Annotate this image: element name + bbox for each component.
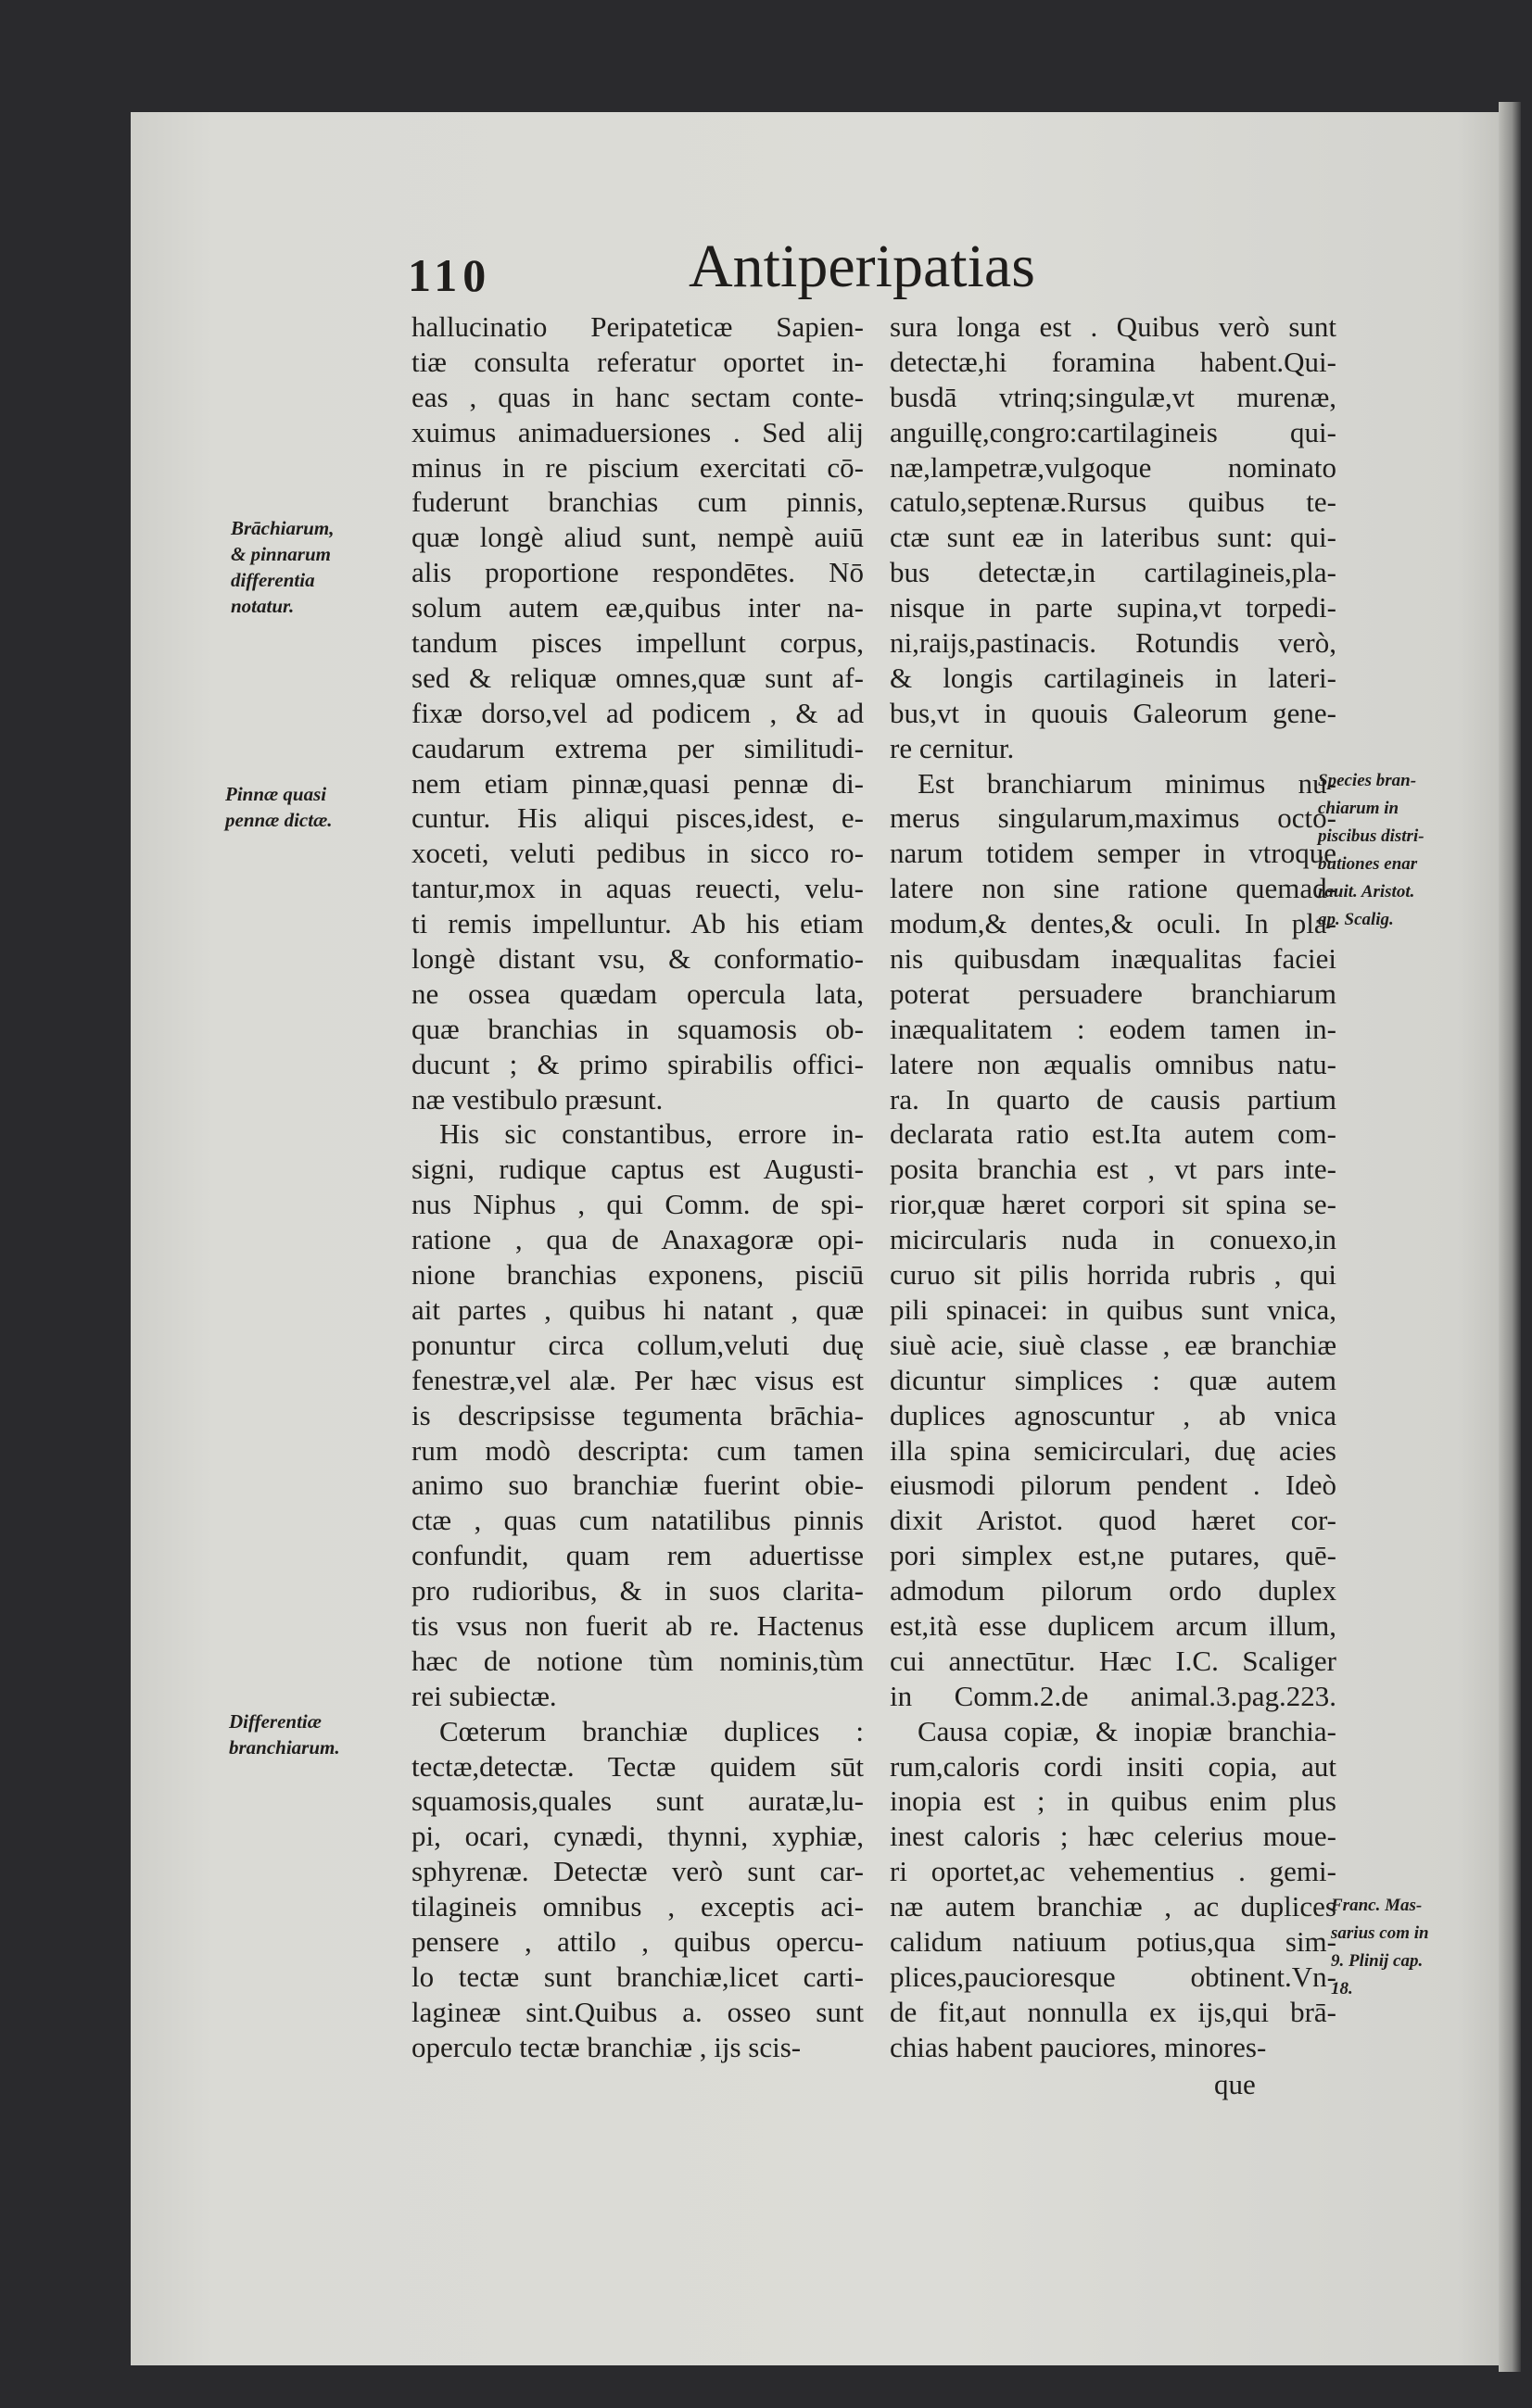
margin-note-line: differentia <box>231 569 315 591</box>
text-line: alis proportione respondētes. Nō <box>411 556 864 589</box>
text-line: sed & reliquæ omnes,quæ sunt af- <box>411 661 864 694</box>
text-line: de fit,aut nonnulla ex ijs,qui brā- <box>890 1995 1336 2028</box>
text-line: siuè acie, siuè classe , eæ branchiæ <box>890 1328 1336 1361</box>
text-line: nus Niphus , qui Comm. de spi- <box>411 1188 864 1221</box>
text-line: bus detectæ,in cartilagineis,pla- <box>890 556 1336 589</box>
text-line: tandum pisces impellunt corpus, <box>411 626 864 660</box>
text-line: declarata ratio est.Ita autem com- <box>890 1117 1336 1151</box>
text-line: quæ branchias in squamosis ob- <box>411 1012 864 1045</box>
text-line: inopia est ; in quibus enim plus <box>890 1784 1336 1818</box>
text-line: pori simplex est,ne putares, quē- <box>890 1539 1336 1572</box>
text-line: operculo tectæ branchiæ , ijs scis- <box>411 2030 802 2063</box>
text-line: cui annectūtur. Hæc I.C. Scaliger <box>890 1644 1336 1677</box>
text-line: hæc de notione tùm nominis,tùm <box>411 1644 864 1677</box>
margin-note-line: chiarum in <box>1318 799 1399 818</box>
page-edge <box>1499 102 1521 2372</box>
text-line: plices,paucioresque obtinent.Vn- <box>890 1960 1336 1993</box>
text-line: Cœterum branchiæ duplices : <box>439 1714 864 1747</box>
text-line: animo suo branchiæ fuerint obie- <box>411 1469 864 1502</box>
text-line: pi, ocari, cynædi, thynni, xyphiæ, <box>411 1820 864 1853</box>
text-line: busdā vtrinq;singulæ,vt murenæ, <box>890 380 1336 413</box>
text-line: ni,raijs,pastinacis. Rotundis verò, <box>890 626 1336 660</box>
text-line: næ autem branchiæ , ac duplices <box>890 1890 1336 1923</box>
text-line: cuntur. His aliqui pisces,idest, e- <box>411 801 864 835</box>
text-line: chias habent pauciores, minores- <box>890 2030 1267 2063</box>
margin-note-species <box>1318 767 1424 934</box>
margin-note-line: Differentiæ <box>229 1710 322 1733</box>
text-line: tectæ,detectæ. Tectæ quidem sūt <box>411 1749 864 1783</box>
margin-note-line: Brāchiarum, <box>231 517 335 539</box>
text-line: næ,lampetræ,vulgoque nominato <box>890 450 1336 484</box>
margin-note-line: butiones enar <box>1318 854 1418 874</box>
margin-note-line: branchiarum. <box>229 1736 340 1759</box>
text-line: quæ longè aliud sunt, nempè auiū <box>411 521 864 554</box>
text-line: næ vestibulo præsunt. <box>411 1082 664 1116</box>
margin-note-brachiarum <box>231 515 334 619</box>
margin-note-differentiae <box>229 1708 340 1760</box>
right-text-column <box>890 309 1336 2065</box>
text-line: calidum natiuum potius,qua sim- <box>890 1924 1336 1958</box>
text-line: minus in re piscium exercitati cō- <box>411 450 864 484</box>
page-number: 110 <box>408 249 492 301</box>
text-line: poterat persuadere branchiarum <box>890 977 1336 1010</box>
text-line: dixit Aristot. quod hæret cor- <box>890 1504 1336 1537</box>
left-text-column <box>411 309 864 2065</box>
text-line: sphyrenæ. Detectæ verò sunt car- <box>411 1855 864 1888</box>
text-line: illa spina semicirculari, duę acies <box>890 1433 1336 1467</box>
text-line: xoceti, veluti pedibus in sicco ro- <box>411 837 864 870</box>
text-line: eas , quas in hanc sectam conte- <box>411 380 864 413</box>
margin-note-massarius <box>1331 1892 1429 2003</box>
text-line: re cernitur. <box>890 731 1015 764</box>
text-line: ctæ sunt eæ in lateribus sunt: qui- <box>890 521 1336 554</box>
text-line: narum totidem semper in vtroque <box>890 837 1336 870</box>
text-line: confundit, quam rem aduertisse <box>411 1539 864 1572</box>
margin-note-line: & pinnarum <box>231 543 331 565</box>
text-line: fenestræ,vel alæ. Per hæc visus est <box>411 1363 864 1396</box>
text-line: rei subiectæ. <box>411 1679 557 1712</box>
text-line: modum,& dentes,& oculi. In pla- <box>890 907 1336 940</box>
text-line: fuderunt branchias cum pinnis, <box>411 485 864 519</box>
text-line: tantur,mox in aquas reuecti, velu- <box>411 872 864 905</box>
margin-note-line: ap. Scalig. <box>1318 910 1394 929</box>
margin-note-line: 18. <box>1331 1979 1353 1998</box>
text-line: inest caloris ; hæc celerius moue- <box>890 1820 1336 1853</box>
text-line: tilagineis omnibus , exceptis aci- <box>411 1890 864 1923</box>
text-line: His sic constantibus, errore in- <box>439 1117 864 1151</box>
text-line: tiæ consulta referatur oportet in- <box>411 345 864 378</box>
text-line: admodum pilorum ordo duplex <box>890 1574 1336 1607</box>
text-line: ducunt ; & primo spirabilis offici- <box>411 1047 864 1080</box>
text-line: ri oportet,ac vehementius . gemi- <box>890 1855 1336 1888</box>
text-line: hallucinatio Peripateticæ Sapien- <box>411 310 864 343</box>
text-line: rior,quæ hæret corpori sit spina se- <box>890 1188 1336 1221</box>
margin-note-line: piscibus distri- <box>1318 826 1424 846</box>
text-line: fixæ dorso,vel ad podicem , & ad <box>411 696 864 729</box>
text-line: ait partes , quibus hi natant , quæ <box>411 1292 864 1326</box>
text-line: in Comm.2.de animal.3.pag.223. <box>890 1679 1336 1712</box>
text-line: pili spinacei: in quibus sunt vnica, <box>890 1292 1336 1326</box>
margin-note-line: Pinnæ quasi <box>225 783 327 805</box>
text-line: rum modò descripta: cum tamen <box>411 1433 864 1467</box>
text-line: catulo,septenæ.Rursus quibus te- <box>890 485 1336 519</box>
text-line: solum autem eæ,quibus inter na- <box>411 591 864 624</box>
text-line: latere non sine ratione quemad- <box>890 872 1336 905</box>
margin-note-line: notatur. <box>231 595 295 617</box>
text-line: eiusmodi pilorum pendent . Ideò <box>890 1469 1336 1502</box>
margin-note-line: pennæ dictæ. <box>225 809 333 831</box>
text-line: caudarum extrema per similitudi- <box>411 731 864 764</box>
text-line: latere non æqualis omnibus natu- <box>890 1047 1336 1080</box>
running-title: Antiperipatias <box>689 233 1035 300</box>
text-line: nisque in parte supina,vt torpedi- <box>890 591 1336 624</box>
text-line: xuimus animaduersiones . Sed alij <box>411 415 864 448</box>
text-line: nis quibusdam inæqualitas faciei <box>890 942 1336 976</box>
text-line: duplices agnoscuntur , ab vnica <box>890 1398 1336 1431</box>
margin-note-line: sarius com in <box>1331 1923 1429 1943</box>
margin-note-line: Species bran- <box>1318 771 1417 790</box>
text-line: nem etiam pinnæ,quasi pennæ di- <box>411 766 864 800</box>
text-line: longè distant vsu, & conformatio- <box>411 942 864 976</box>
text-line: pro rudioribus, & in suos clarita- <box>411 1574 864 1607</box>
text-line: pensere , attilo , quibus opercu- <box>411 1924 864 1958</box>
margin-note-line: 9. Plinij cap. <box>1331 1951 1424 1971</box>
text-line: ne ossea quædam opercula lata, <box>411 977 864 1010</box>
margin-note-line: rauit. Aristot. <box>1318 882 1415 901</box>
text-line: est,ità esse duplicem arcum illum, <box>890 1608 1336 1642</box>
text-line: & longis cartilagineis in lateri- <box>890 661 1336 694</box>
text-line: curuo sit pilis horrida rubris , qui <box>890 1258 1336 1292</box>
text-line: nione branchias exponens, pisciū <box>411 1258 864 1292</box>
text-line: dicuntur simplices : quæ autem <box>890 1363 1336 1396</box>
text-line: micircularis nuda in conuexo,in <box>890 1223 1336 1256</box>
text-line: bus,vt in quouis Galeorum gene- <box>890 696 1336 729</box>
text-line: sura longa est . Quibus verò sunt <box>890 310 1336 343</box>
margin-note-pinnae <box>225 781 333 833</box>
text-line: inæqualitatem : eodem tamen in- <box>890 1012 1336 1045</box>
text-line: is descripsisse tegumenta brāchia- <box>411 1398 864 1431</box>
text-line: ratione , qua de Anaxagoræ opi- <box>411 1223 864 1256</box>
text-line: merus singularum,maximus octo- <box>890 801 1336 835</box>
text-line: ra. In quarto de causis partium <box>890 1082 1336 1116</box>
text-line: ponuntur circa collum,veluti duę <box>411 1328 864 1361</box>
text-line: Causa copiæ, & inopiæ branchia- <box>918 1714 1336 1747</box>
text-line: rum,caloris cordi insiti copia, aut <box>890 1749 1336 1783</box>
text-line: signi, rudique captus est Augusti- <box>411 1153 864 1186</box>
text-line: Est branchiarum minimus nu- <box>918 766 1336 800</box>
text-line: tis vsus non fuerit ab re. Hactenus <box>411 1608 864 1642</box>
text-line: ctæ , quas cum natatilibus pinnis <box>411 1504 864 1537</box>
text-line: detectæ,hi foramina habent.Qui- <box>890 345 1336 378</box>
text-line: squamosis,quales sunt auratæ,lu- <box>411 1784 864 1818</box>
text-line: posita branchia est , vt pars inte- <box>890 1153 1336 1186</box>
text-line: lagineæ sint.Quibus a. osseo sunt <box>411 1995 864 2028</box>
margin-note-line: Franc. Mas- <box>1331 1896 1423 1915</box>
text-line: anguillę,congro:cartilagineis qui- <box>890 415 1336 448</box>
text-line: ti remis impelluntur. Ab his etiam <box>411 907 864 940</box>
text-line: lo tectæ sunt branchiæ,licet carti- <box>411 1960 864 1993</box>
catchword: que <box>1214 2068 1256 2100</box>
